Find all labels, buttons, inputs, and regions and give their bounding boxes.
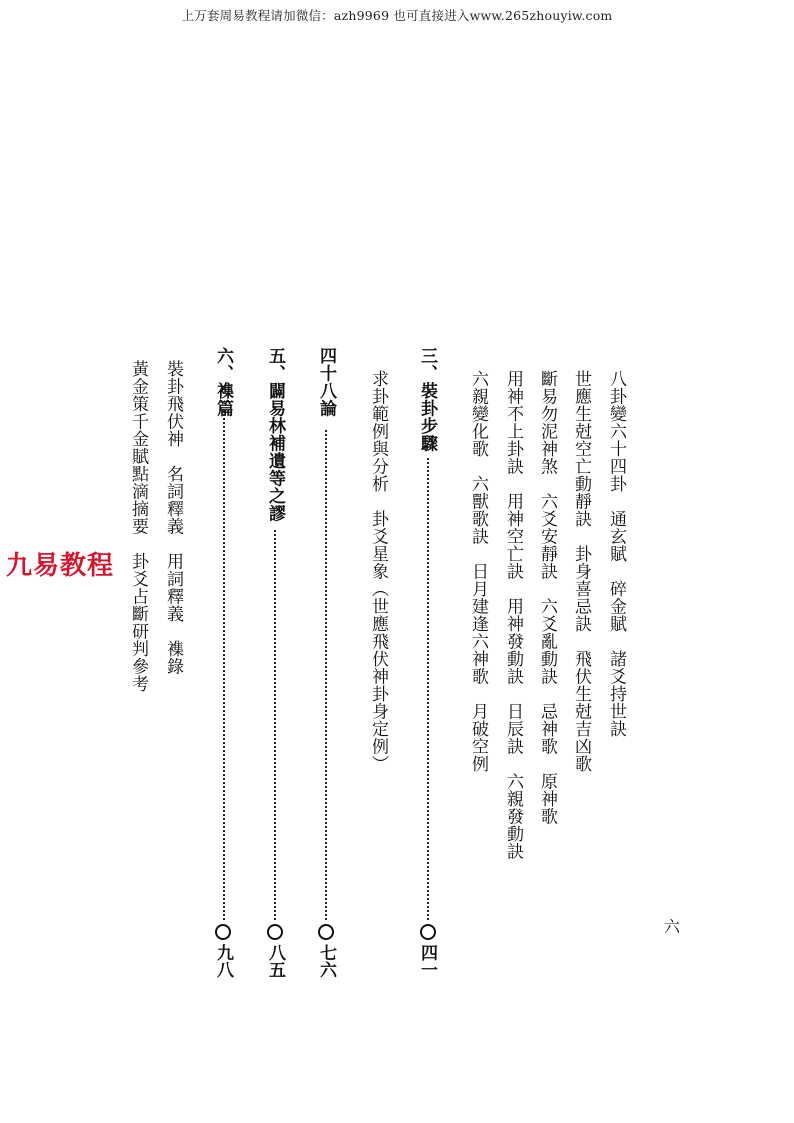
toc-section-6[interactable]: 六、襍篇 (213, 347, 233, 417)
page-header: 上万套周易教程请加微信：azh9969 也可直接进入www.265zhouyiw.com (181, 8, 613, 23)
toc-line-11: 裝卦飛伏神 名詞釋義 用詞釋義 襍錄 (163, 360, 183, 675)
page-number: 六 (664, 917, 681, 936)
leader-dots-6 (223, 410, 225, 920)
leader-dots-3 (427, 458, 429, 920)
toc-page-ref-6: 九八 (213, 944, 233, 978)
toc-line-1: 八卦變六十四卦 通玄賦 碎金賦 諸爻持世訣 (606, 370, 626, 738)
toc-page-ref-3: 四一 (417, 944, 437, 978)
toc-line-5: 六親變化歌 六獸歌訣 日月建逢六神歌 月破空例 (468, 370, 488, 773)
toc-line-7: 求卦範例與分析 卦爻星象（世應飛伏神卦身定例） (368, 370, 388, 773)
page-circle-3 (420, 924, 436, 940)
toc-line-3: 斷易勿泥神煞 六爻安靜訣 六爻亂動訣 忌神歌 原神歌 (537, 370, 557, 825)
toc-page-ref-4: 七六 (316, 944, 336, 978)
toc-section-3[interactable]: 三、裝卦步驟 (417, 347, 437, 452)
watermark-logo: 九易教程 (6, 551, 115, 581)
toc-section-5[interactable]: 五、闢易林補遺等之謬 (265, 347, 285, 522)
toc-section-4[interactable]: 四十八論 (316, 347, 336, 417)
toc-line-2: 世應生尅空亡動靜訣 卦身喜忌訣 飛伏生尅吉凶歌 (571, 370, 591, 773)
page-circle-4 (318, 924, 334, 940)
toc-line-4: 用神不上卦訣 用神空亡訣 用神發動訣 日辰訣 六親發動訣 (503, 370, 523, 860)
leader-dots-4 (325, 430, 327, 920)
leader-dots-5 (274, 530, 276, 920)
toc-page-ref-5: 八五 (265, 944, 285, 978)
toc-line-12: 黃金策千金賦點滴摘要 卦爻占斷研判參考 (128, 360, 148, 693)
page-circle-5 (267, 924, 283, 940)
page-circle-6 (215, 924, 231, 940)
